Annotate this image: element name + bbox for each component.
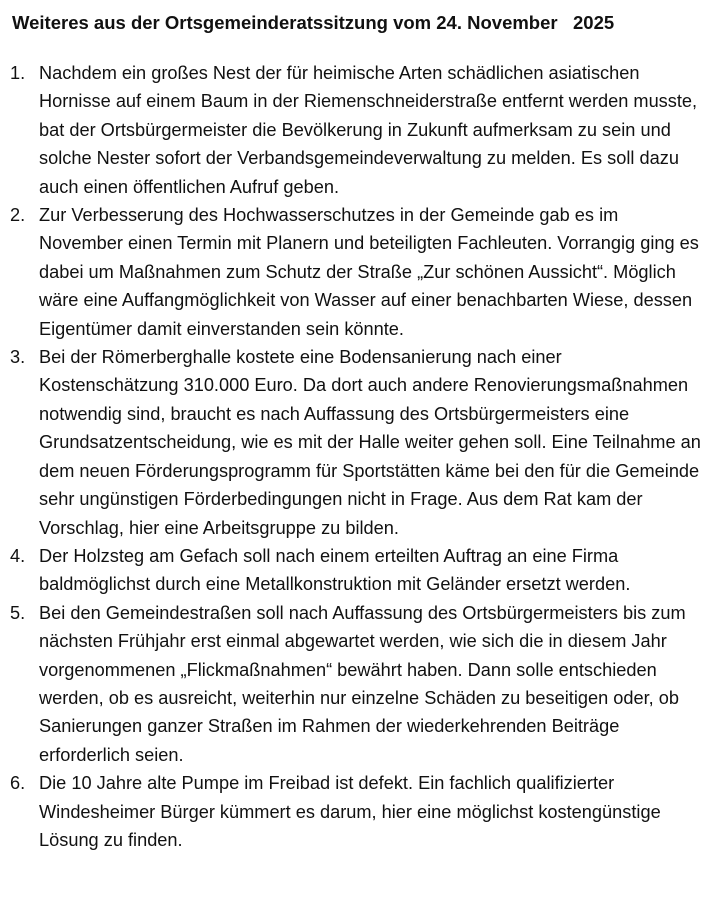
item-text: Bei den Gemeindestraßen soll nach Auffassung des Ortsbürgermeisters bis zum nächsten Frühjahr erst einmal abgewartet werden, wie sich die in diesem Jahr vorgenommenen „Flickmaßnahmen“ bewährt haben. Dann solle entschieden werden, ob es ausreicht, weiterhin nur einzelne Schäden zu beseitigen oder, ob Sanierungen ganzer Straßen im Rahmen der wiederkehrenden Beiträge erforderlich seien.: [39, 602, 686, 765]
item-text: Zur Verbesserung des Hochwasserschutzes in der Gemeinde gab es im November einen Termin mit Planern und beteiligten Fachleuten. Vorrangig ging es dabei um Maßnahmen zum Schutz der Straße „Zur schönen Aussicht“. Möglich wäre eine Auffangmöglichkeit von Wasser auf einer benachbarten Wiese, dessen Eigentümer damit einverstanden sein könnte.: [39, 205, 699, 339]
item-list: [0, 59, 717, 854]
list-item: [0, 201, 702, 343]
list-item: [0, 599, 702, 769]
list-item: [0, 769, 702, 854]
list-item: [0, 59, 702, 201]
item-text: Die 10 Jahre alte Pumpe im Freibad ist defekt. Ein fachlich qualifizierter Windesheimer Bürger kümmert es darum, hier eine möglichst kostengünstige Lösung zu finden.: [39, 773, 661, 850]
item-text: Der Holzsteg am Gefach soll nach einem erteilten Auftrag an eine Firma baldmöglichst durch eine Metallkonstruktion mit Geländer ersetzt werden.: [39, 545, 631, 595]
item-number: 5.: [10, 602, 26, 623]
item-number: 4.: [10, 545, 26, 566]
item-number: 2.: [10, 205, 26, 226]
list-item: [0, 542, 702, 599]
item-number: 3.: [10, 347, 26, 368]
list-item: [0, 343, 702, 542]
item-text: Bei der Römerberghalle kostete eine Bodensanierung nach einer Kostenschätzung 310.000 Euro. Da dort auch andere Renovierungsmaßnahmen notwendig sind, braucht es nach Auffassung des Ortsbürgermeisters eine Grundsatzentscheidung, wie es mit der Halle weiter gehen soll. Eine Teilnahme an dem neuen Förderungsprogramm für Sportstätten käme bei den für die Gemeinde sehr ungünstigen Förderbedingungen nicht in Frage. Aus dem Rat kam der Vorschlag, hier eine Arbeitsgruppe zu bilden.: [39, 347, 701, 538]
item-text: Nachdem ein großes Nest der für heimische Arten schädlichen asiatischen Hornisse auf einem Baum in der Riemenschneiderstraße entfernt werden musste, bat der Ortsbürgermeister die Bevölkerung in Zukunft aufmerksam zu sein und solche Nester sofort der Verbandsgemeindeverwaltung zu melden. Es soll dazu auch einen öffentlichen Aufruf geben.: [39, 63, 698, 197]
document-title: Weiteres aus der Ortsgemeinderatssitzung vom 24. November 2025: [12, 12, 615, 33]
item-number: 6.: [10, 773, 26, 794]
item-number: 1.: [10, 63, 26, 83]
